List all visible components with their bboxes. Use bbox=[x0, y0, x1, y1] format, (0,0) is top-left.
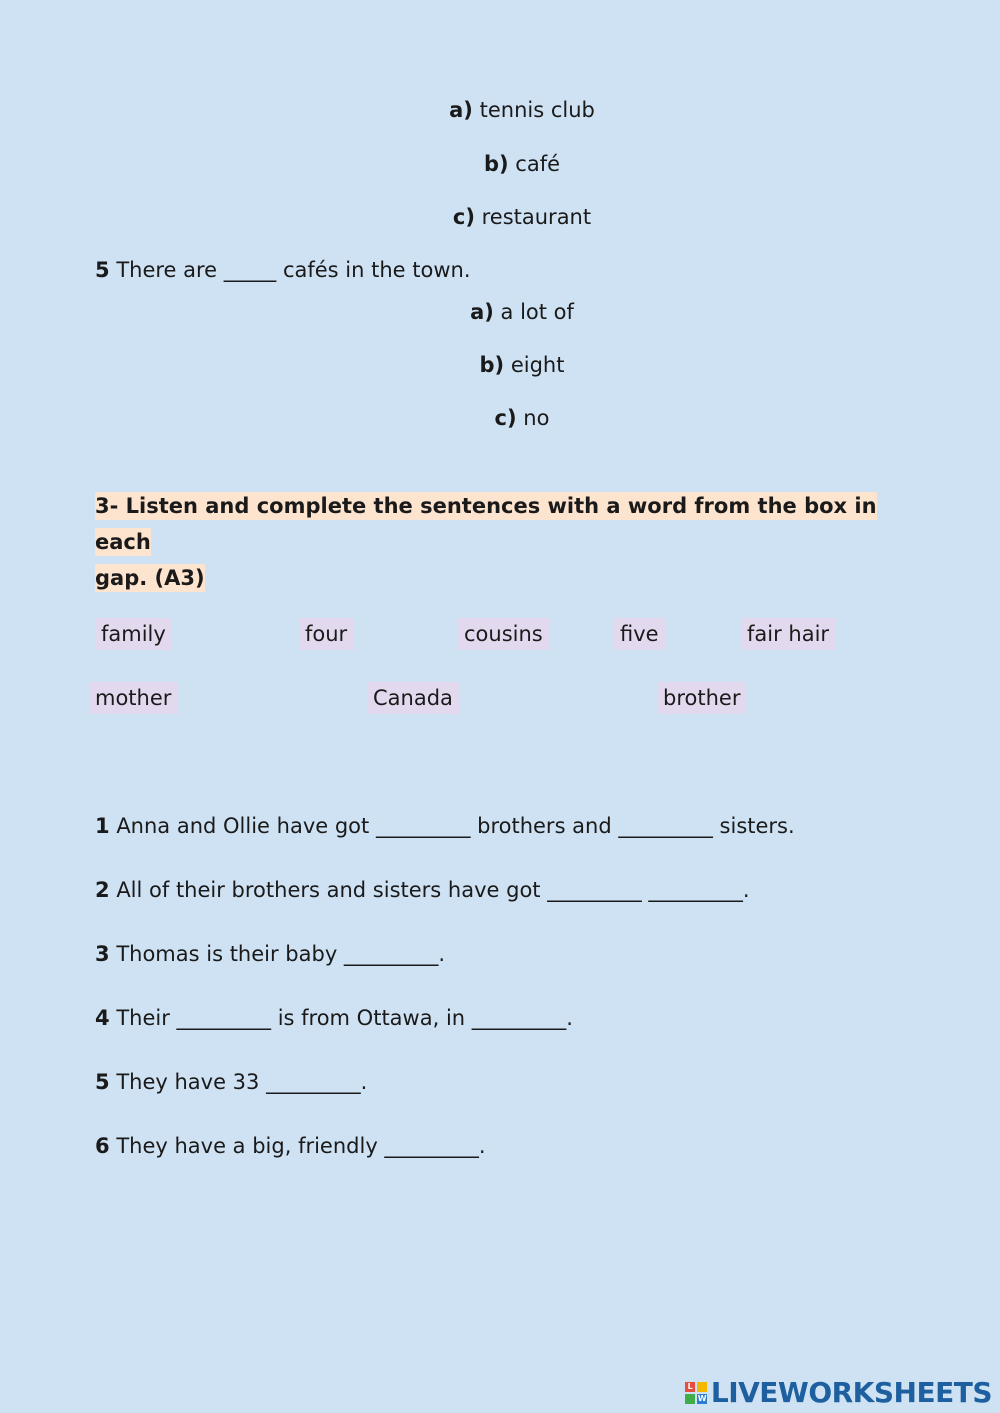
word-chip-fair-hair: fair hair bbox=[741, 618, 835, 650]
option-5a[interactable]: a) a lot of bbox=[470, 300, 574, 324]
option-5b[interactable]: b) eight bbox=[479, 353, 565, 377]
section-3-heading: 3- Listen and complete the sentences with a word from the box in each gap. (A3) bbox=[95, 494, 877, 590]
question-5: 5 There are _____ cafés in the town. bbox=[95, 258, 471, 282]
option-4b[interactable]: b) café bbox=[483, 152, 561, 176]
word-chip-five: five bbox=[614, 618, 665, 650]
liveworksheets-logo-icon: L W bbox=[685, 1382, 707, 1404]
option-4c[interactable]: c) restaurant bbox=[452, 205, 592, 229]
sentence-4[interactable]: 4 Their _________ is from Ottawa, in _________. bbox=[95, 1006, 573, 1030]
liveworksheets-logo: L W LIVEWORKSHEETS bbox=[685, 1376, 992, 1409]
sentence-5[interactable]: 5 They have 33 _________. bbox=[95, 1070, 368, 1094]
word-chip-mother: mother bbox=[89, 682, 177, 714]
option-5c[interactable]: c) no bbox=[494, 406, 550, 430]
sentence-6[interactable]: 6 They have a big, friendly _________. bbox=[95, 1134, 486, 1158]
sentence-1[interactable]: 1 Anna and Ollie have got _________ brothers and _________ sisters. bbox=[95, 814, 795, 838]
word-chip-brother: brother bbox=[657, 682, 746, 714]
word-chip-canada: Canada bbox=[367, 682, 459, 714]
word-chip-four: four bbox=[299, 618, 353, 650]
sentence-3[interactable]: 3 Thomas is their baby _________. bbox=[95, 942, 446, 966]
sentence-2[interactable]: 2 All of their brothers and sisters have got _________ _________. bbox=[95, 878, 750, 902]
word-chip-family: family bbox=[95, 618, 172, 650]
word-chip-cousins: cousins bbox=[458, 618, 549, 650]
option-4a[interactable]: a) tennis club bbox=[449, 98, 595, 122]
